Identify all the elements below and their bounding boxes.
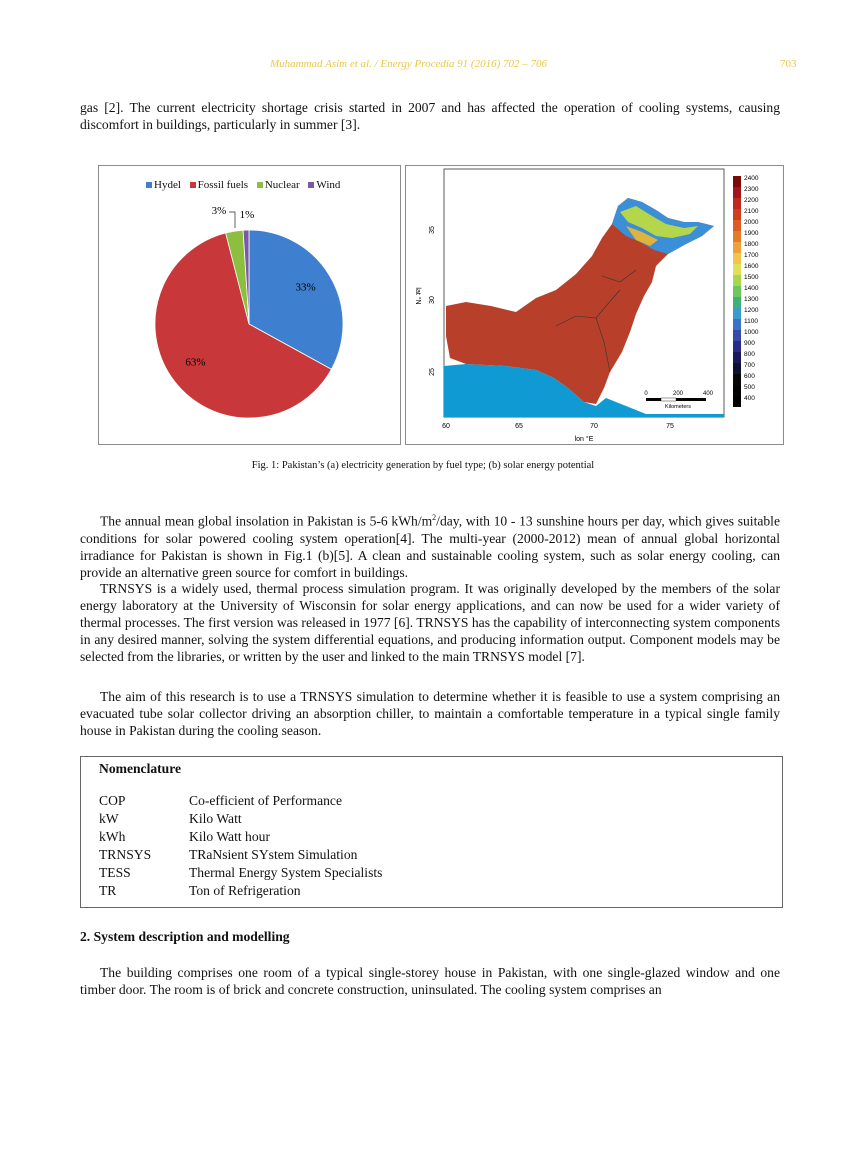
pie-chart-panel — [98, 165, 401, 445]
colorbar-swatch — [733, 275, 741, 286]
colorbar-swatch — [733, 374, 741, 385]
colorbar-label: 1500 — [744, 274, 759, 281]
page-header — [0, 58, 846, 74]
colorbar-swatch — [733, 297, 741, 308]
colorbar-swatch — [733, 198, 741, 209]
superscript: 2 — [432, 513, 437, 522]
colorbar-swatch — [733, 385, 741, 396]
page-number: 703 — [780, 58, 797, 70]
lat-tick: 35 — [429, 226, 436, 234]
colorbar-label: 2400 — [744, 175, 759, 182]
nomenclature-def: Ton of Refrigeration — [189, 883, 301, 898]
colorbar-label: 2200 — [744, 197, 759, 204]
legend-label: Wind — [316, 179, 341, 191]
pie-chart — [99, 166, 400, 444]
legend-label: Nuclear — [264, 179, 300, 191]
nomenclature-def: Thermal Energy System Specialists — [189, 865, 383, 880]
colorbar-swatch — [733, 341, 741, 352]
colorbar-label: 1300 — [744, 296, 759, 303]
pie-data-label: 3% — [211, 205, 227, 217]
lat-tick: 30 — [429, 296, 436, 304]
scale-tick: 200 — [672, 391, 684, 397]
pie-data-label: 63% — [185, 356, 206, 369]
text-run: The annual mean global insolation in Pakistan is 5-6 kWh/m — [100, 513, 433, 529]
colorbar-label: 1200 — [744, 307, 759, 314]
nomenclature-row — [99, 811, 242, 827]
pie-leader-line — [229, 212, 235, 228]
paragraph-aim: The aim of this research is to use a TRNSYS simulation to determine whether it is feasible to use a system comprising an evacuated tube solar collector driving an absorption chiller, to maintain a comfortable temperature in a typical single family house in Pakistan during the cooling season. — [80, 689, 780, 738]
nomenclature-abbr: COP — [99, 793, 126, 808]
colorbar-label: 900 — [744, 340, 755, 347]
nomenclature-def: TRaNsient SYstem Simulation — [189, 847, 358, 862]
colorbar-swatch — [733, 363, 741, 374]
nomenclature-abbr: TR — [99, 883, 117, 898]
colorbar-label: 1400 — [744, 285, 759, 292]
colorbar-swatch — [733, 176, 741, 187]
lat-tick: 25 — [429, 368, 436, 376]
colorbar-swatch — [733, 352, 741, 363]
section-heading: 2. System description and modelling — [80, 929, 290, 944]
lon-tick: 70 — [590, 423, 598, 430]
colorbar-label: 2000 — [744, 219, 759, 226]
legend-label: Hydel — [154, 179, 181, 191]
colorbar-swatch — [733, 242, 741, 253]
nomenclature-def: Co-efficient of Performance — [189, 793, 342, 808]
nomenclature-box — [80, 756, 783, 908]
scale-tick: 400 — [702, 391, 714, 397]
colorbar-label: 2300 — [744, 186, 759, 193]
lat-axis-label: lat °N — [414, 287, 421, 305]
lon-tick: 65 — [515, 423, 523, 430]
colorbar-swatch — [733, 187, 741, 198]
text-run: /day, with 10 - 13 sunshine hours per day, which gives suitable conditions for solar powered cooling system operation[4]. The multi-year (2000-2012) mean of annual global horizontal irradiance for Pakistan is shown in Fig.1 (b)[5]. A clean and sustainable cooling system, such as solar energy cooling, can provide an alternative green source for comfort in buildings. — [80, 513, 780, 580]
paragraph-building: The building comprises one room of a typical single-storey house in Pakistan, with one single-glazed window and one timber door. The room is of brick and concrete construction, uninsulated. The cooling system comprises an — [80, 965, 780, 997]
pie-data-label: 33% — [295, 281, 316, 294]
nomenclature-def: Kilo Watt — [189, 811, 242, 826]
nomenclature-abbr: TESS — [99, 865, 131, 880]
nomenclature-title: Nomenclature — [99, 761, 182, 776]
colorbar-label: 1700 — [744, 252, 759, 259]
colorbar-swatch — [733, 220, 741, 231]
colorbar-swatch — [733, 209, 741, 220]
paragraph-intro: gas [2]. The current electricity shortage crisis started in 2007 and has affected the operation of cooling systems, causing discomfort in buildings, particularly in summer [3]. — [80, 100, 780, 132]
pie-data-label: 1% — [239, 209, 255, 221]
colorbar-swatch — [733, 319, 741, 330]
colorbar-swatch — [733, 264, 741, 275]
figure-caption: Fig. 1: Pakistan’s (a) electricity generation by fuel type; (b) solar energy potential — [251, 460, 595, 471]
lon-tick: 75 — [666, 423, 674, 430]
colorbar-swatch — [733, 396, 741, 407]
nomenclature-abbr: kW — [99, 811, 119, 826]
scale-tick: 0 — [644, 391, 648, 397]
colorbar-swatch — [733, 330, 741, 341]
nomenclature-row — [99, 865, 382, 881]
paragraph-trnsys: TRNSYS is a widely used, thermal process simulation program. It was originally developed by the members of the solar energy laboratory at the University of Wisconsin for solar energy applications, and can now be used for a wider variety of thermal processes. The first version was released in 1977 [6]. TRNSYS has the capability of interconnecting system components in any desired manner, solving the system differential equations, and producing information output. Component models may be selected from the libraries, or written by the user and linked to the main TRNSYS model [7]. — [80, 581, 780, 664]
colorbar-label: 1100 — [744, 318, 758, 325]
legend-label: Fossil fuels — [197, 179, 249, 191]
colorbar-label: 600 — [744, 373, 755, 380]
colorbar-label: 400 — [744, 395, 755, 402]
solar-map — [406, 166, 783, 444]
colorbar-label: 1800 — [744, 241, 759, 248]
colorbar-label: 800 — [744, 351, 755, 358]
nomenclature-abbr: TRNSYS — [99, 847, 152, 862]
colorbar-label: 1000 — [744, 329, 759, 336]
nomenclature-row — [99, 883, 301, 899]
solar-map-panel — [405, 165, 784, 445]
colorbar-label: 500 — [744, 384, 755, 391]
lon-axis-label: lon °E — [574, 436, 594, 443]
colorbar-label: 1900 — [744, 230, 759, 237]
colorbar — [733, 175, 759, 407]
colorbar-label: 700 — [744, 362, 755, 369]
colorbar-swatch — [733, 308, 741, 319]
nomenclature-abbr: kWh — [99, 829, 126, 844]
paragraph-insolation — [80, 509, 780, 581]
colorbar-swatch — [733, 286, 741, 297]
running-head: Muhammad Asim et al. / Energy Procedia 91 (2016) 702 – 706 — [270, 58, 547, 70]
colorbar-swatch — [733, 253, 741, 264]
scale-unit: Kilometers — [665, 404, 691, 410]
lon-tick: 60 — [442, 423, 450, 430]
nomenclature-def: Kilo Watt hour — [189, 829, 270, 844]
colorbar-swatch — [733, 231, 741, 242]
nomenclature-row — [99, 847, 357, 863]
nomenclature-row — [99, 829, 270, 845]
colorbar-label: 2100 — [744, 208, 759, 215]
nomenclature-row — [99, 793, 342, 809]
colorbar-label: 1600 — [744, 263, 759, 270]
